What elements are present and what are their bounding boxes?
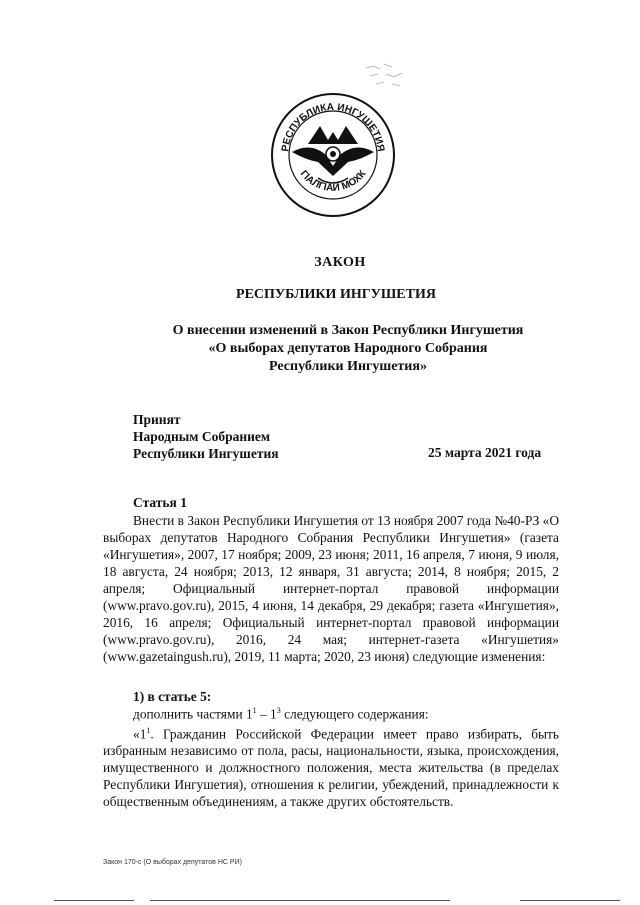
- item-heading: 1) в статье 5:: [133, 689, 212, 704]
- amendment-text: следующего содержания:: [280, 706, 429, 722]
- law-subject-line: «О выборах депутатов Народного Собрания: [208, 341, 488, 356]
- superscript: 1: [146, 726, 151, 735]
- svg-text:РЕСПУБЛИКА ИНГУШЕТИЯ: [280, 102, 386, 152]
- article-heading: Статья 1: [133, 495, 187, 510]
- bottom-rule: [150, 900, 450, 901]
- adopted-by: [133, 411, 279, 462]
- paragraph-number: «1: [133, 726, 147, 742]
- adopted-line: Республики Ингушетия: [133, 446, 279, 461]
- republic-title: РЕСПУБЛИКИ ИНГУШЕТИЯ: [236, 287, 436, 302]
- article-intro-paragraph: Внести в Закон Республики Ингушетия от 13 ноября 2007 года №40-РЗ «О выборах депутатов Народного Собрания Республики Ингушетия» (газета «Ингушетия», 2007, 17 ноября; 2009, 23 июня; 2011, 16 апреля, 7 июня, 9 июля, 18 августа, 24 ноября; 2013, 12 января, 31 августа; 2014, 8 ноября; 2015, 2 апреля; Официальный интернет-портал правовой информации (www.pravo.gov.ru), 2015, 4 июня, 14 декабря, 29 декабря; газета «Ингушетия», 2016, 16 апреля; Официальный интернет-портал правовой информации (www.pravo.gov.ru), 2016, 24 мая; интернет-газета «Ингушетия» (www.gazetaingush.ru), 2019, 11 марта; 2020, 23 июня) следующие изменения:: [103, 513, 559, 664]
- emblem-top-text: РЕСПУБЛИКА ИНГУШЕТИЯ: [280, 101, 386, 153]
- superscript: 1: [252, 706, 257, 715]
- adoption-date: 25 марта 2021 года: [428, 445, 542, 460]
- law-subject: [28, 322, 640, 376]
- law-subject-line: О внесении изменений в Закон Республики Ингушетия: [172, 323, 524, 338]
- adopted-line: Принят: [133, 412, 181, 427]
- law-title: ЗАКОН: [314, 255, 366, 270]
- paragraph-text: . Гражданин Российской Федерации имеет право избирать, быть избранным независимо от пола, расы, национальности, языка, происхождения, имущественного и должностного положения, места жительства (в пределах Республики Ингушетия), отношения к религии, убеждений, принадлежности к общественным объединениям, а также других обстоятельств.: [103, 726, 559, 810]
- bottom-rule: [54, 900, 134, 901]
- handwritten-mark: [362, 58, 412, 92]
- amendment-line: [133, 706, 429, 722]
- amendment-paragraph: [103, 722, 559, 810]
- law-subject-line: Республики Ингушетия»: [269, 359, 427, 374]
- amendment-text: дополнить частями 1: [133, 706, 253, 722]
- emblem-bottom-text: ГIАЛГIАЙ МОХК: [297, 168, 369, 194]
- adopted-line: Народным Собранием: [133, 429, 271, 444]
- republic-of-ingushetia-emblem-icon: [270, 92, 396, 218]
- footer-reference: Закон 170-с (О выборах депутатов НС РИ): [103, 859, 242, 866]
- amendment-text: – 1: [256, 706, 277, 722]
- bottom-rule: [520, 900, 620, 901]
- superscript: 3: [276, 706, 281, 715]
